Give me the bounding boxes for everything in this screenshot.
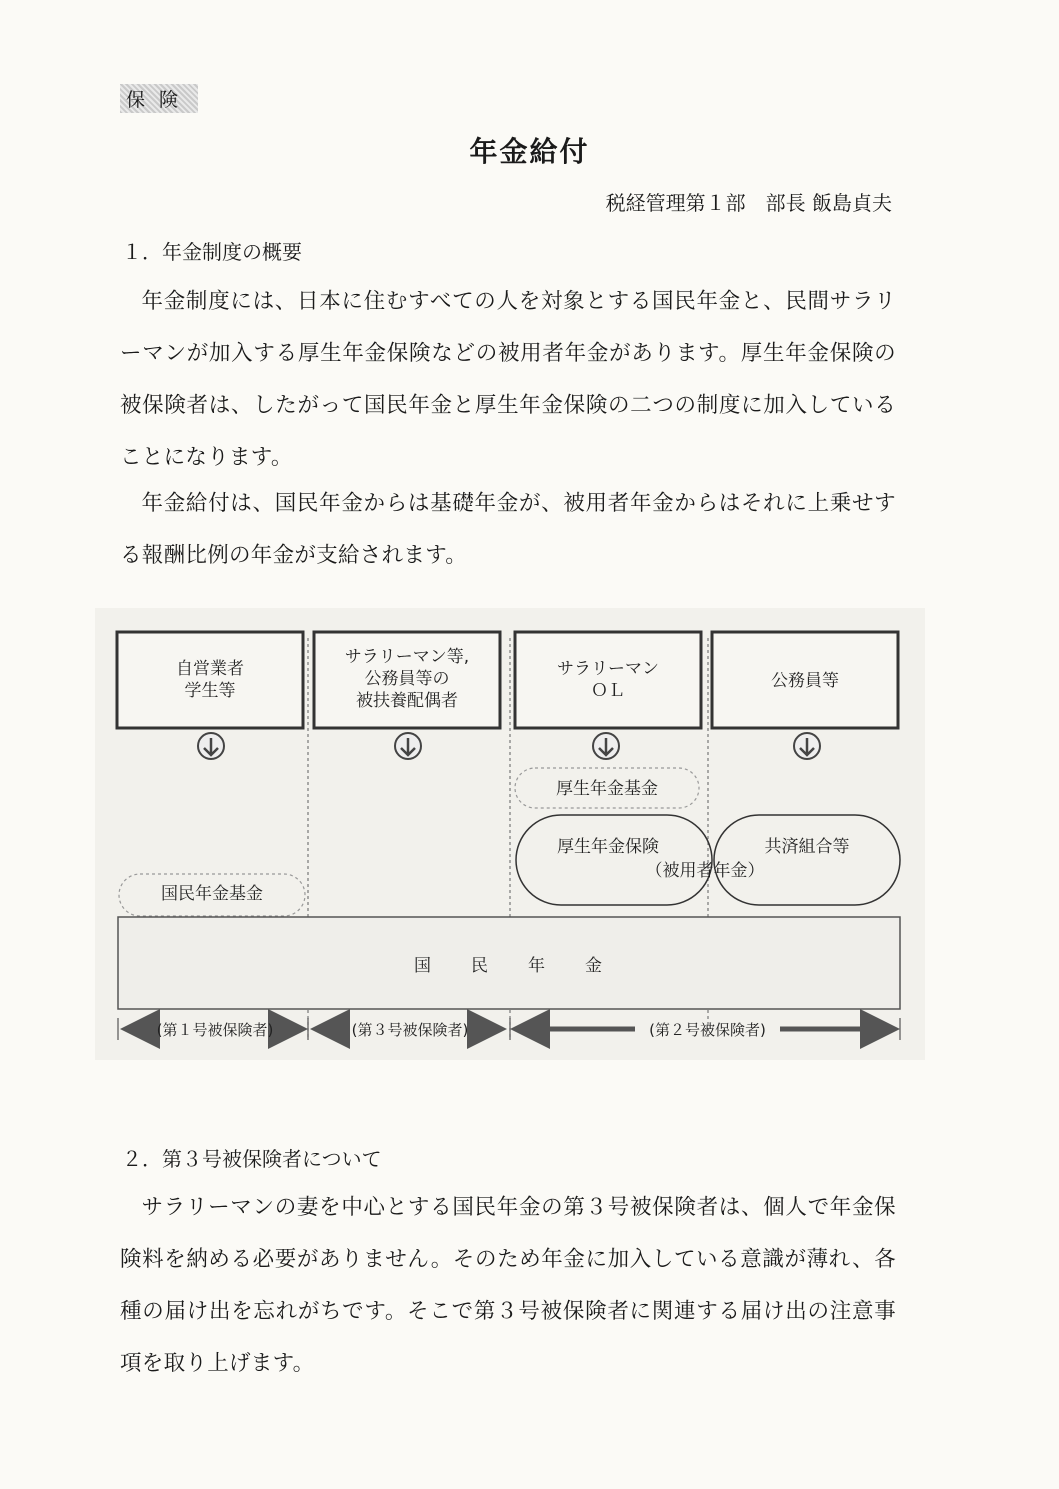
label-line: 公務員等の — [364, 669, 450, 689]
kosei-kikin-label: 厚生年金基金 — [556, 779, 658, 799]
kyosai-label: 共済組合等 — [764, 837, 850, 857]
kokumin-nenkin-label: 国 民 年 金 — [414, 956, 604, 976]
pension-structure-diagram — [95, 608, 925, 1060]
label-line: サラリーマン — [557, 659, 659, 679]
label-line: サラリーマン等, — [344, 647, 470, 667]
down-arrow-icons — [198, 733, 820, 759]
section-heading-1: １．年金制度の概要 — [122, 240, 302, 264]
insured-label-1: (第１号被保険者) — [156, 1021, 274, 1039]
paragraph: 年金制度には、日本に住むすべての人を対象とする国民年金と、民間サラリーマンが加入する厚生年金保険などの被用者年金があります。厚生年金保険の被保険者は、したがって国民年金と厚生年金保険の二つの制度に加入していることになります。 — [120, 289, 896, 470]
label-line: 公務員等 — [771, 671, 839, 691]
category-label-dependent-spouse — [314, 646, 500, 712]
kokumin-kikin-label: 国民年金基金 — [161, 884, 263, 904]
insured-label-3: (第３号被保険者) — [351, 1021, 469, 1039]
category-label-self-employed — [117, 658, 303, 702]
label-line: ＯＬ — [591, 681, 625, 701]
paragraph: サラリーマンの妻を中心とする国民年金の第３号被保険者は、個人で年金保険料を納める必要がありません。そのため年金に加入している意識が薄れ、各種の届け出を忘れがちです。そこで第３号被保険者に関連する届け出の注意事項を取り上げます。 — [120, 1195, 896, 1376]
category-label-salaried — [515, 658, 701, 702]
label-line: 自営業者 — [176, 659, 244, 679]
label-line: 学生等 — [184, 681, 236, 701]
kosei-hoken-label: 厚生年金保険 — [557, 837, 659, 857]
author-line: 税経管理第１部 部長 飯島貞夫 — [605, 191, 892, 215]
insured-label-2: (第２号被保険者) — [649, 1021, 766, 1039]
section-heading-2: ２．第３号被保険者について — [122, 1147, 382, 1171]
label-line: 被扶養配偶者 — [356, 691, 458, 711]
category-label-civil-servant — [712, 670, 898, 692]
category-label: 保険 — [120, 84, 198, 113]
paragraph: 年金給付は、国民年金からは基礎年金が、被用者年金からはそれに上乗せする報酬比例の年金が支給されます。 — [120, 491, 896, 568]
page-title: 年金給付 — [469, 135, 590, 168]
hiyosha-nenkin-label: （被用者年金） — [645, 861, 765, 881]
